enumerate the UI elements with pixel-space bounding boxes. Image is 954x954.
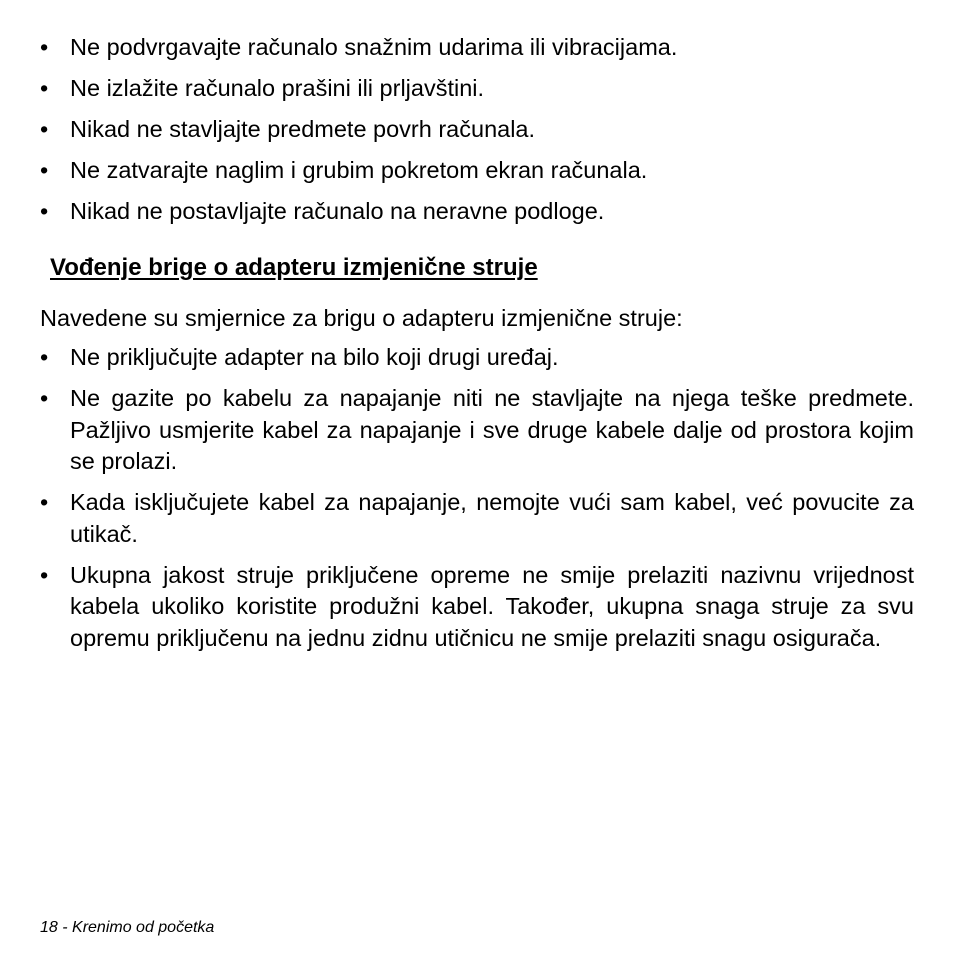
list-item (40, 196, 914, 228)
list-item-text: Nikad ne postavljajte računalo na neravne podloge. (70, 198, 605, 224)
bullet-marker: • (40, 34, 49, 60)
section-intro: Navedene su smjernice za brigu o adapteru izmjenične struje: (40, 305, 683, 331)
list-item-text: Ne izlažite računalo prašini ili prljavštini. (70, 75, 485, 101)
list-item (40, 342, 914, 374)
bullet-marker: • (40, 344, 49, 370)
bullet-marker: • (40, 561, 49, 588)
list-item-text: Kada isključujete kabel za napajanje, nemojte vući sam kabel, već povucite za utikač. (70, 489, 914, 547)
list-item-text: Ne zatvarajte naglim i grubim pokretom ekran računala. (70, 157, 648, 183)
list-item (40, 114, 914, 146)
list-item (40, 32, 914, 64)
list-item-text: Ne podvrgavajte računalo snažnim udarima ili vibracijama. (70, 34, 678, 60)
list-item (40, 155, 914, 187)
bullet-marker: • (40, 198, 49, 224)
list-item (40, 560, 914, 655)
bullet-marker: • (40, 116, 49, 142)
page-footer: 18 - Krenimo od početka (40, 919, 215, 936)
handling-precautions-list (40, 32, 914, 237)
list-item-text: Nikad ne stavljajte predmete povrh računala. (70, 116, 536, 142)
bullet-marker: • (40, 489, 49, 515)
bullet-marker: • (40, 385, 49, 411)
list-item (40, 383, 914, 478)
bullet-marker: • (40, 75, 49, 101)
bullet-marker: • (40, 157, 49, 183)
adapter-care-list (40, 342, 914, 664)
list-item (40, 487, 914, 550)
section-heading: Vođenje brige o adapteru izmjenične struje (50, 254, 538, 281)
list-item-text: Ukupna jakost struje priključene opreme ne smije prelaziti nazivnu vrijednost kabela ukoliko koristite produžni kabel. Također, ukupna snaga struje za svu opremu priključenu na jednu zidnu utičnicu ne smije prelaziti snagu osigurača. (70, 561, 914, 651)
list-item-text: Ne priključujte adapter na bilo koji drugi uređaj. (70, 344, 559, 370)
list-item (40, 73, 914, 105)
list-item-text: Ne gazite po kabelu za napajanje niti ne stavljajte na njega teške predmete. Pažljivo usmjerite kabel za napajanje i sve druge kabele dalje od prostora kojim se prolazi. (70, 385, 914, 474)
